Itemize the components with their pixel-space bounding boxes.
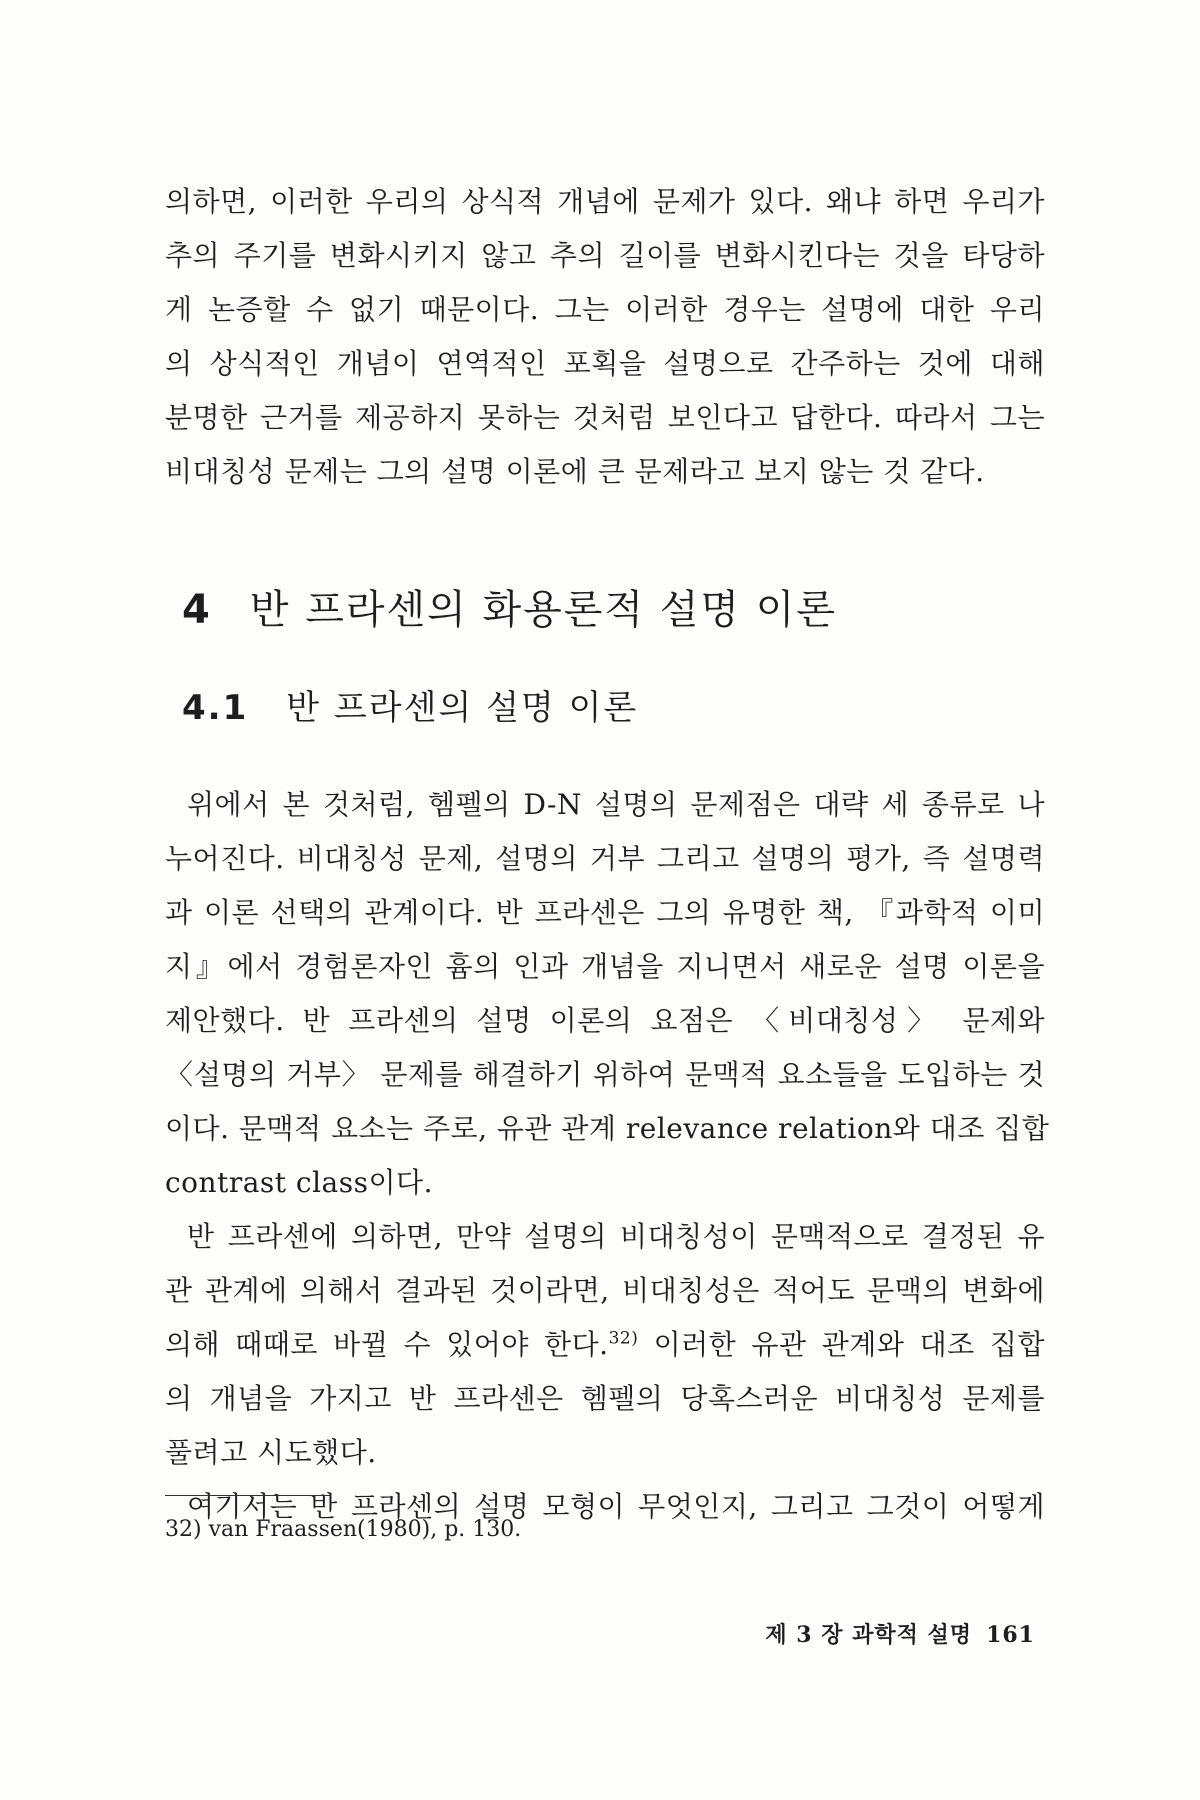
- page-number: 161: [986, 1622, 1035, 1648]
- section-number: 4: [182, 587, 212, 633]
- text-line: 추의 주기를 변화시키지 않고 추의 길이를 변화시킨다는 것을 타당하: [165, 239, 1045, 272]
- footnote-divider: [165, 1495, 330, 1496]
- text-line: 풀려고 시도했다.: [165, 1436, 377, 1469]
- subsection-number: 4.1: [182, 688, 249, 728]
- section-heading: [182, 578, 837, 635]
- text-line: 분명한 근거를 제공하지 못하는 것처럼 보인다고 답한다. 따라서 그는: [165, 401, 1045, 434]
- intro-paragraph: [165, 175, 1045, 499]
- footnote: 32) van Fraassen(1980), p. 130.: [165, 1517, 522, 1542]
- section-title: 반 프라센의 화용론적 설명 이론: [249, 587, 838, 633]
- text-line: contrast class이다.: [165, 1166, 433, 1199]
- line-text: 의해 때때로 바뀔 수 있어야 한다.: [165, 1328, 609, 1361]
- text-line: 의 개념을 가지고 반 프라센은 헴펠의 당혹스러운 비대칭성 문제를: [165, 1382, 1045, 1415]
- text-line: 게 논증할 수 없기 때문이다. 그는 이러한 경우는 설명에 대한 우리: [165, 293, 1045, 326]
- text-line: 위에서 본 것처럼, 헴펠의 D-N 설명의 문제점은 대략 세 종류로 나: [187, 788, 1045, 821]
- text-line: 누어진다. 비대칭성 문제, 설명의 거부 그리고 설명의 평가, 즉 설명력: [165, 842, 1045, 875]
- text-line: 비대칭성 문제는 그의 설명 이론에 큰 문제라고 보지 않는 것 같다.: [165, 455, 985, 488]
- body-paragraphs: [165, 778, 1050, 1534]
- subsection-title: 반 프라센의 설명 이론: [286, 688, 639, 728]
- text-line: 여기서는 반 프라센의 설명 모형이 무엇인지, 그리고 그것이 어떻게: [187, 1490, 1045, 1523]
- text-line: 의하면, 이러한 우리의 상식적 개념에 문제가 있다. 왜냐 하면 우리가: [165, 185, 1045, 218]
- text-line: 반 프라센에 의하면, 만약 설명의 비대칭성이 문맥적으로 결정된 유: [187, 1220, 1045, 1253]
- subsection-heading: [182, 680, 638, 729]
- footnote-reference[interactable]: 32): [608, 1328, 639, 1349]
- text-line: 과 이론 선택의 관계이다. 반 프라센은 그의 유명한 책, 『과학적 이미: [165, 896, 1045, 929]
- text-line: 이다. 문맥적 요소는 주로, 유관 관계 relevance relation와 대조 집합: [165, 1112, 1050, 1145]
- text-line: 지』에서 경험론자인 흄의 인과 개념을 지니면서 새로운 설명 이론을: [165, 950, 1045, 983]
- chapter-title: 제 3 장 과학적 설명: [765, 1622, 973, 1648]
- text-line: 〈설명의 거부〉 문제를 해결하기 위하여 문맥적 요소들을 도입하는 것: [165, 1058, 1045, 1091]
- text-line: 관 관계에 의해서 결과된 것이라면, 비대칭성은 적어도 문맥의 변화에: [165, 1274, 1045, 1307]
- page-footer: [765, 1618, 1035, 1649]
- text-line: 제안했다. 반 프라센의 설명 이론의 요점은 〈비대칭성〉 문제와: [165, 1004, 1045, 1037]
- text-line: 의 상식적인 개념이 연역적인 포획을 설명으로 간주하는 것에 대해: [165, 347, 1045, 380]
- text-line-with-note: [165, 1318, 1045, 1372]
- line-text: 이러한 유관 관계와 대조 집합: [653, 1328, 1046, 1361]
